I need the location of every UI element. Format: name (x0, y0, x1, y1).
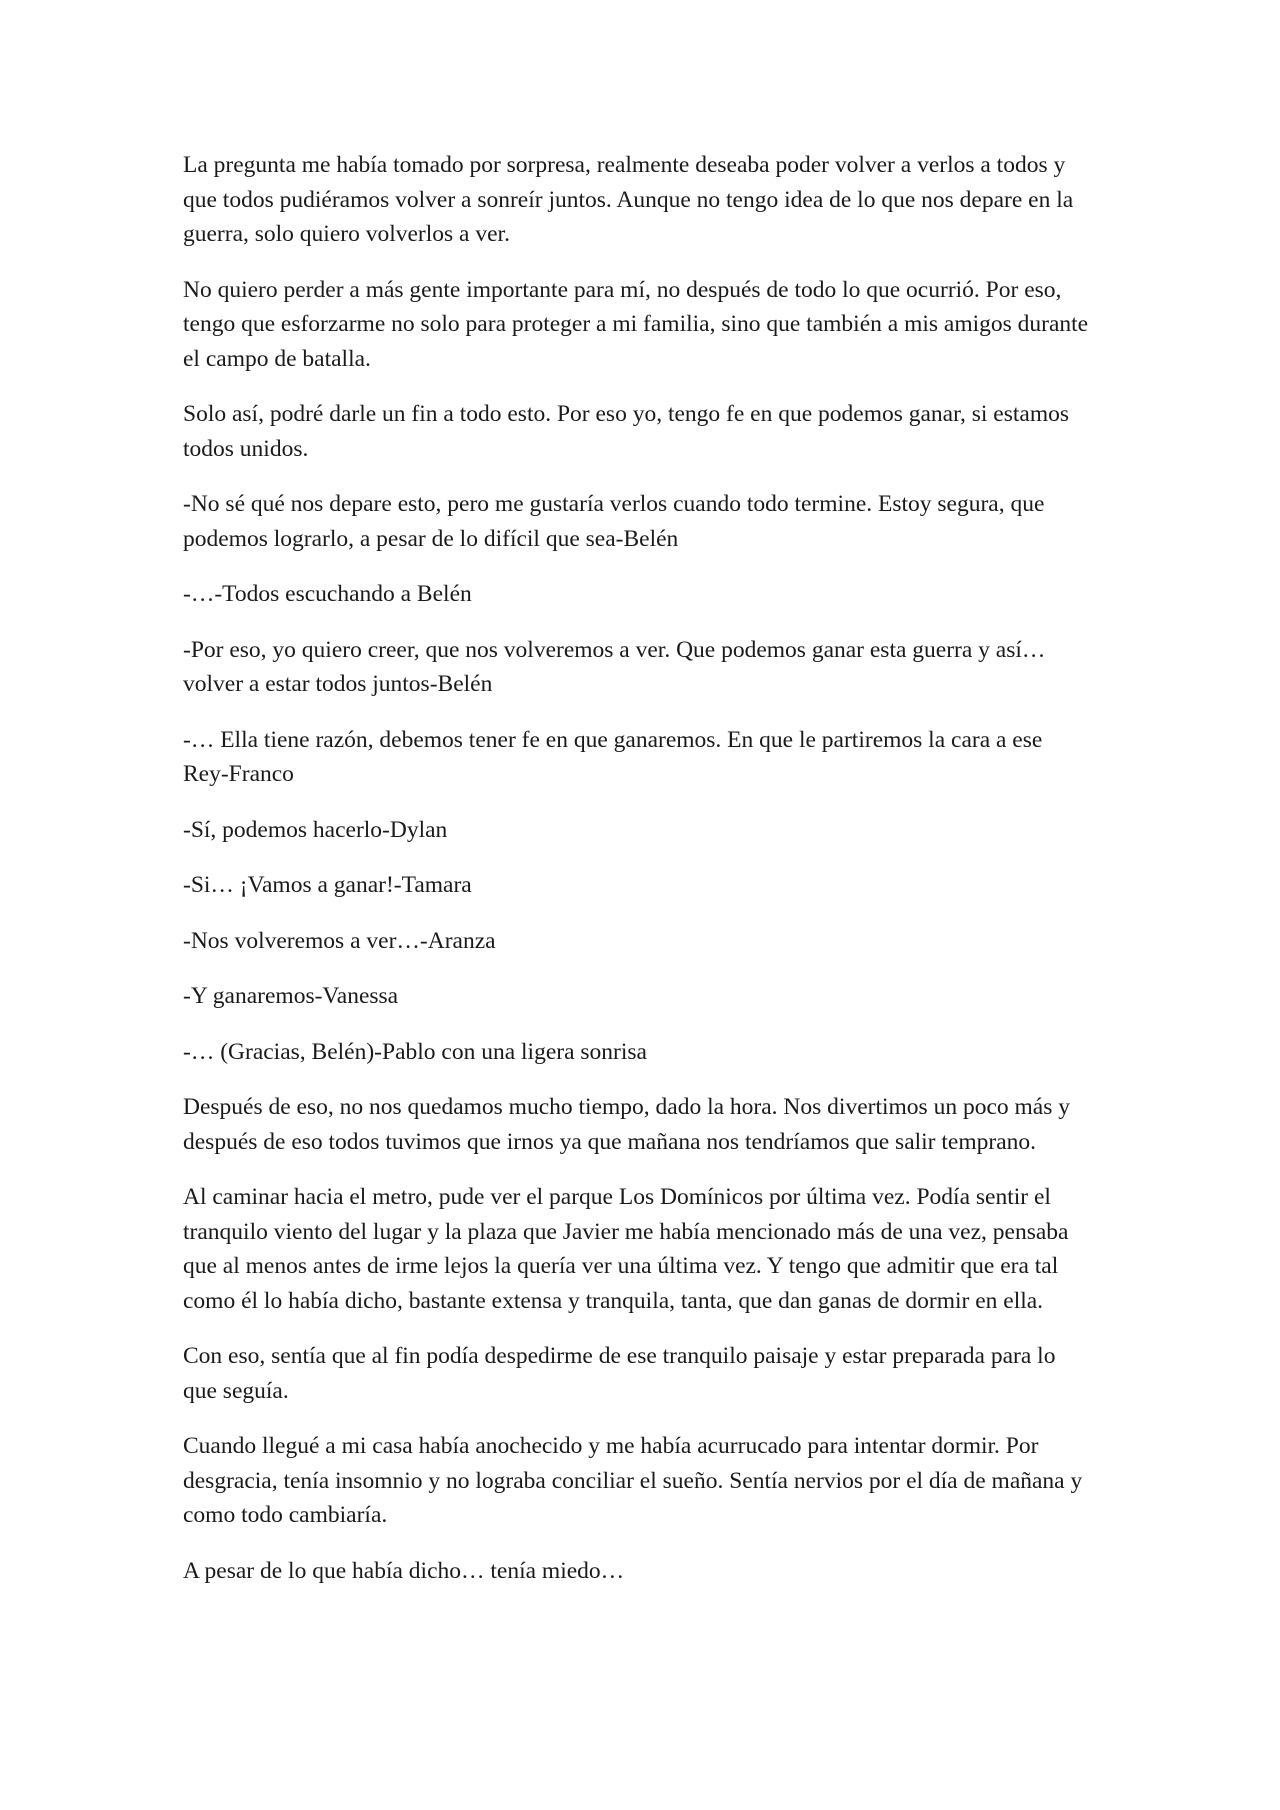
dialogue-aranza: -Nos volveremos a ver…-Aranza (183, 927, 496, 954)
dialogue-belen-2: -Por eso, yo quiero creer, que nos volveremos a ver. Que podemos ganar esta guerra y así… volver a estar todos juntos-Belén (183, 636, 1046, 697)
dialogue-vanessa: -Y ganaremos-Vanessa (183, 983, 399, 1009)
document-page (183, 148, 1093, 1609)
paragraph-after-dialogue: Después de eso, no nos quedamos mucho tiempo, dado la hora. Nos divertimos un poco más y después de eso todos tuvimos que irnos ya que mañana nos tendríamos que salir temprano. (183, 1094, 1070, 1155)
dialogue-todos: -…-Todos escuchando a Belén (183, 581, 472, 607)
dialogue-tamara: -Si… ¡Vamos a ganar!-Tamara (183, 872, 472, 898)
paragraph-final: A pesar de lo que había dicho… tenía miedo… (183, 1557, 625, 1584)
paragraph-farewell: Con eso, sentía que al fin podía despedirme de ese tranquilo paisaje y estar preparada para lo que seguía. (183, 1343, 1056, 1404)
paragraph-park: Al caminar hacia el metro, pude ver el parque Los Domínicos por última vez. Podía sentir el tranquilo viento del lugar y la plaza que Javier me había mencionado más de una vez, pensaba que al menos antes de irme lejos la quería ver una última vez. Y tengo que admitir que era tal como él lo había dicho, bastante extensa y tranquila, tanta, que dan ganas de dormir en ella. (183, 1184, 1069, 1314)
dialogue-belen-1: -No sé qué nos depare esto, pero me gustaría verlos cuando todo termine. Estoy segura, que podemos lograrlo, a pesar de lo difícil que sea-Belén (183, 491, 1045, 552)
paragraph-2: No quiero perder a más gente importante para mí, no después de todo lo que ocurrió. Por eso, tengo que esforzarme no solo para proteger a mi familia, sino que también a mis amigos durante el campo de batalla. (183, 276, 1089, 372)
dialogue-franco: -… Ella tiene razón, debemos tener fe en que ganaremos. En que le partiremos la cara a ese Rey-Franco (183, 726, 1043, 787)
paragraph-home: Cuando llegué a mi casa había anochecido y me había acurrucado para intentar dormir. Por desgracia, tenía insomnio y no lograba conciliar el sueño. Sentía nervios por el día de mañana y como todo cambiaría. (183, 1433, 1083, 1528)
paragraph-3: Solo así, podré darle un fin a todo esto. Por eso yo, tengo fe en que podemos ganar, si estamos todos unidos. (183, 401, 1070, 462)
dialogue-pablo: -… (Gracias, Belén)-Pablo con una ligera sonrisa (183, 1038, 647, 1065)
dialogue-dylan: -Sí, podemos hacerlo-Dylan (183, 816, 448, 843)
paragraph-1: La pregunta me había tomado por sorpresa, realmente deseaba poder volver a verlos a todos y que todos pudiéramos volver a sonreír juntos. Aunque no tengo idea de lo que nos depare en la guerra, solo quiero volverlos a ver. (183, 152, 1074, 247)
